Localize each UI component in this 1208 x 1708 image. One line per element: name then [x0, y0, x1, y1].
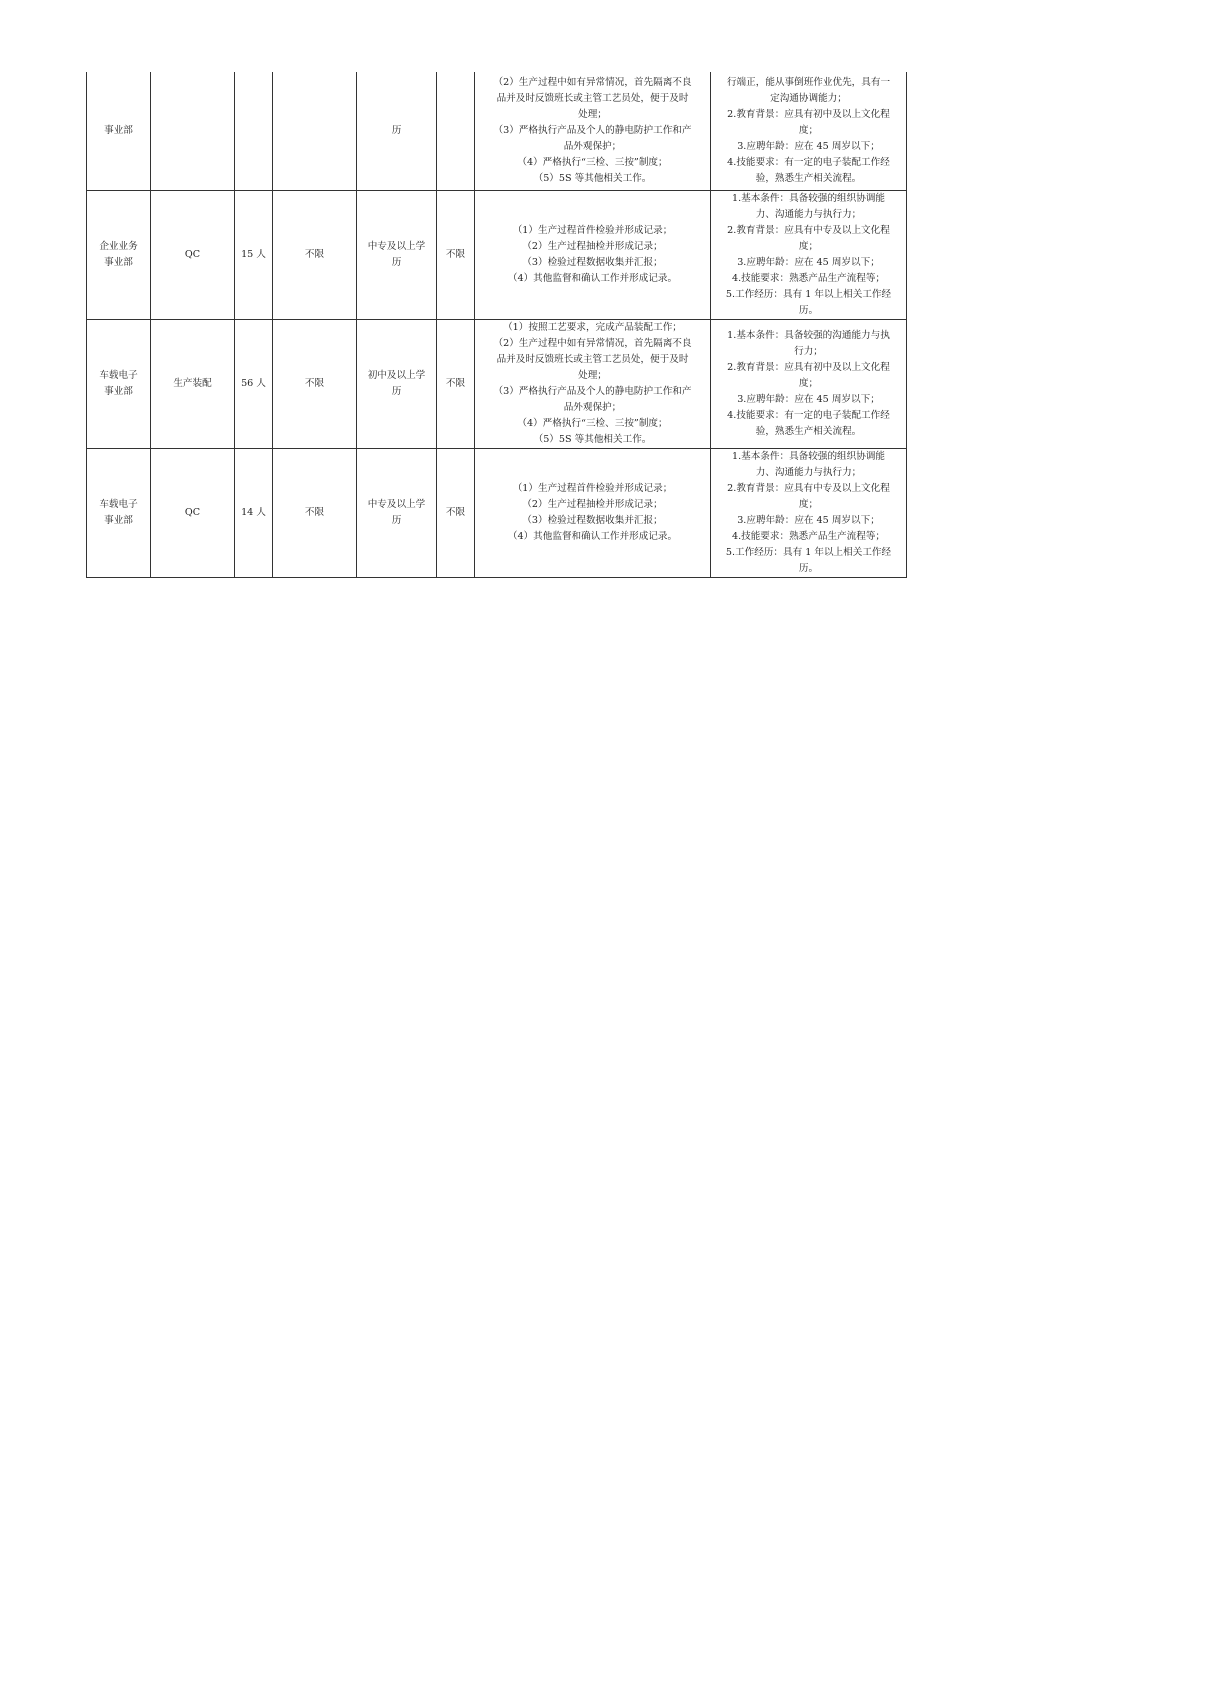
age-cell [437, 448, 475, 577]
department-line: 车载电子 [99, 498, 138, 510]
requirements-cell [711, 319, 907, 448]
position-cell [151, 448, 235, 577]
duties-line: 处理； [578, 108, 607, 120]
gender-text: 不限 [304, 248, 325, 260]
duties-line: （4）其他监督和确认工作并形成记录。 [507, 272, 678, 284]
recruitment-table [86, 72, 907, 578]
requirements-line: 行力； [794, 345, 823, 357]
requirements-line: 4.技能要求：有一定的电子装配工作经 [727, 156, 890, 168]
position-cell [151, 72, 235, 190]
duties-line: （1）生产过程首件检验并形成记录； [512, 224, 673, 236]
requirements-cell [711, 72, 907, 190]
duties-line: 品外观保护； [563, 140, 622, 152]
table-body [87, 72, 907, 577]
requirements-line: 力、沟通能力与执行力； [755, 466, 862, 478]
duties-line: 处理； [578, 369, 607, 381]
duties-line: （1）按照工艺要求，完成产品装配工作； [503, 321, 682, 333]
gender-cell [273, 72, 357, 190]
duties-line: （4）其他监督和确认工作并形成记录。 [507, 530, 678, 542]
duties-line: （4）严格执行“三检、三按”制度； [517, 156, 668, 168]
gender-text: 不限 [304, 506, 325, 518]
requirements-line: 1.基本条件：具备较强的组织协调能 [731, 192, 886, 204]
requirements-line: 1.基本条件：具备较强的组织协调能 [731, 450, 886, 462]
requirements-line: 3.应聘年龄：应在 45 周岁以下； [737, 393, 880, 405]
requirements-line: 3.应聘年龄：应在 45 周岁以下； [737, 256, 880, 268]
department-line: 事业部 [104, 514, 133, 526]
duties-line: （5）5S 等其他相关工作。 [533, 433, 652, 445]
requirements-cell [711, 190, 907, 319]
department-line: 企业业务 [99, 240, 138, 252]
requirements-line: 3.应聘年龄：应在 45 周岁以下； [737, 140, 880, 152]
table-row [87, 72, 907, 190]
recruitment-table-page [86, 72, 907, 578]
duties-cell [475, 190, 711, 319]
education-cell [357, 190, 437, 319]
requirements-line: 5.工作经历：具有 1 年以上相关工作经 [725, 546, 892, 558]
position-text: 生产装配 [173, 377, 212, 389]
duties-line: （5）5S 等其他相关工作。 [533, 172, 652, 184]
requirements-line: 4.技能要求：熟悉产品生产流程等； [731, 530, 886, 542]
department-cell [87, 190, 151, 319]
duties-line: （4）严格执行“三检、三按”制度； [517, 417, 668, 429]
table-row [87, 319, 907, 448]
headcount-text: 56 人 [241, 377, 266, 389]
table-row [87, 190, 907, 319]
requirements-line: 力、沟通能力与执行力； [755, 208, 862, 220]
duties-line: （3）严格执行产品及个人的静电防护工作和产 [493, 124, 692, 136]
requirements-line: 3.应聘年龄：应在 45 周岁以下； [737, 514, 880, 526]
requirements-line: 行端正，能从事倒班作业优先，具有一 [726, 76, 891, 88]
requirements-line: 历。 [798, 304, 819, 316]
age-text: 不限 [445, 377, 466, 389]
position-cell [151, 190, 235, 319]
requirements-line: 度； [798, 498, 819, 510]
requirements-line: 历。 [798, 562, 819, 574]
education-line: 中专及以上学 [367, 240, 426, 252]
department-cell [87, 448, 151, 577]
requirements-line: 2.教育背景：应具有初中及以上文化程 [727, 108, 890, 120]
requirements-line: 2.教育背景：应具有中专及以上文化程 [727, 482, 890, 494]
requirements-line: 2.教育背景：应具有中专及以上文化程 [727, 224, 890, 236]
duties-line: （2）生产过程中如有异常情况，首先隔离不良 [493, 337, 692, 349]
headcount-text: 14 人 [241, 506, 266, 518]
duties-cell [475, 72, 711, 190]
department-line: 车载电子 [99, 369, 138, 381]
education-cell [357, 72, 437, 190]
position-cell [151, 319, 235, 448]
education-line: 历 [391, 385, 402, 397]
headcount-cell [235, 319, 273, 448]
requirements-line: 度； [798, 240, 819, 252]
headcount-cell [235, 190, 273, 319]
duties-line: （3）检验过程数据收集并汇报； [522, 256, 663, 268]
requirements-cell [711, 448, 907, 577]
duties-line: （3）严格执行产品及个人的静电防护工作和产 [493, 385, 692, 397]
requirements-line: 定沟通协调能力； [770, 92, 847, 104]
duties-line: （2）生产过程抽检并形成记录； [522, 498, 663, 510]
headcount-text: 15 人 [241, 248, 266, 260]
position-text: QC [184, 248, 201, 260]
duties-line: （2）生产过程抽检并形成记录； [522, 240, 663, 252]
requirements-line: 验，熟悉生产相关流程。 [755, 425, 862, 437]
department-line: 事业部 [104, 385, 133, 397]
requirements-line: 验，熟悉生产相关流程。 [755, 172, 862, 184]
duties-line: （1）生产过程首件检验并形成记录； [512, 482, 673, 494]
department-cell [87, 319, 151, 448]
age-cell [437, 319, 475, 448]
gender-cell [273, 448, 357, 577]
age-cell [437, 190, 475, 319]
requirements-line: 2.教育背景：应具有初中及以上文化程 [727, 361, 890, 373]
duties-line: 品并及时反馈班长或主管工艺员处，便于及时 [496, 92, 689, 104]
requirements-line: 4.技能要求：熟悉产品生产流程等； [731, 272, 886, 284]
department-line: 事业部 [104, 124, 133, 136]
gender-text: 不限 [304, 377, 325, 389]
age-cell [437, 72, 475, 190]
department-cell [87, 72, 151, 190]
education-line: 历 [391, 124, 402, 136]
gender-cell [273, 190, 357, 319]
table-row [87, 448, 907, 577]
requirements-line: 度； [798, 377, 819, 389]
requirements-line: 4.技能要求：有一定的电子装配工作经 [727, 409, 890, 421]
duties-line: 品并及时反馈班长或主管工艺员处，便于及时 [496, 353, 689, 365]
education-line: 中专及以上学 [367, 498, 426, 510]
education-line: 历 [391, 256, 402, 268]
requirements-line: 度； [798, 124, 819, 136]
requirements-line: 5.工作经历：具有 1 年以上相关工作经 [725, 288, 892, 300]
position-text: QC [184, 506, 201, 518]
education-cell [357, 448, 437, 577]
headcount-cell [235, 448, 273, 577]
education-line: 历 [391, 514, 402, 526]
age-text: 不限 [445, 506, 466, 518]
headcount-cell [235, 72, 273, 190]
gender-cell [273, 319, 357, 448]
duties-line: 品外观保护； [563, 401, 622, 413]
duties-cell [475, 448, 711, 577]
duties-cell [475, 319, 711, 448]
duties-line: （2）生产过程中如有异常情况，首先隔离不良 [493, 76, 692, 88]
requirements-line: 1.基本条件：具备较强的沟通能力与执 [727, 329, 890, 341]
age-text: 不限 [445, 248, 466, 260]
education-cell [357, 319, 437, 448]
education-line: 初中及以上学 [367, 369, 426, 381]
duties-line: （3）检验过程数据收集并汇报； [522, 514, 663, 526]
department-line: 事业部 [104, 256, 133, 268]
